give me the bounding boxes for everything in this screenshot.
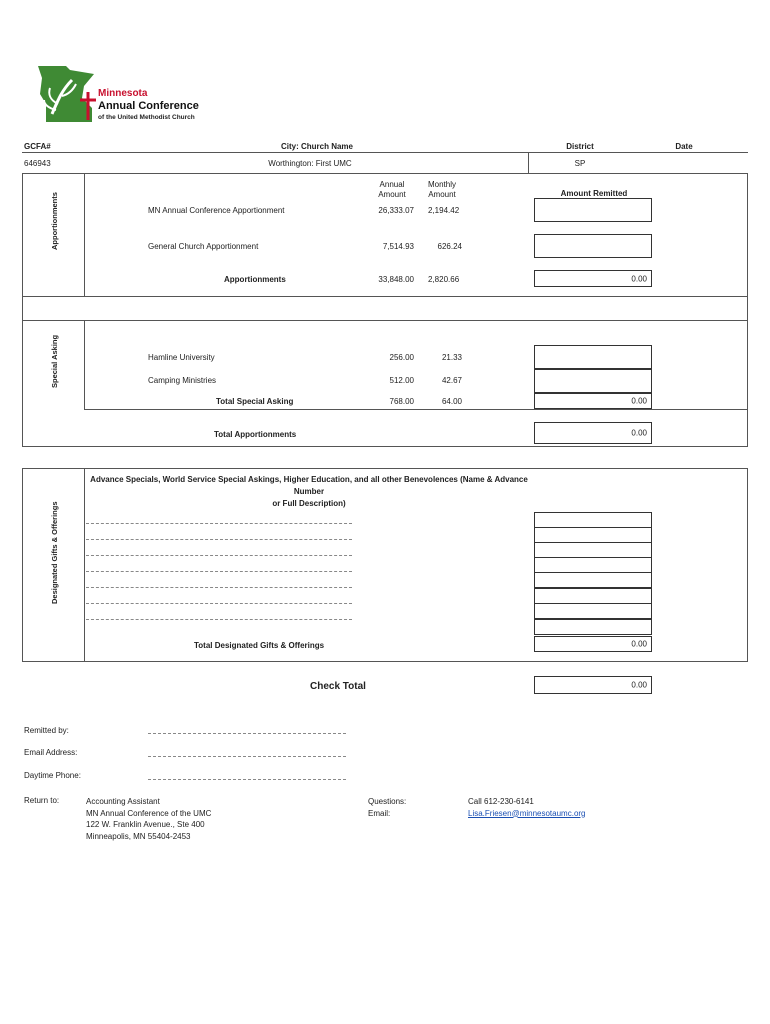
remitted-by-label: Remitted by: <box>24 726 69 735</box>
amount-remitted-header: Amount Remitted <box>560 189 628 198</box>
special-total-box: 0.00 <box>534 393 652 409</box>
apportionments-side-label: Apportionments <box>50 192 59 250</box>
remitted-input-hamline[interactable] <box>534 345 652 369</box>
special-total-label: Total Special Asking <box>216 397 294 406</box>
apportionment-row-label: General Church Apportionment <box>148 242 259 251</box>
email-link[interactable]: Lisa.Friesen@minnesotaumc.org <box>468 808 586 818</box>
district-label: District <box>566 142 594 151</box>
district-value: SP <box>574 159 586 168</box>
check-total-label: Check Total <box>310 681 366 692</box>
special-row-monthly: 42.67 <box>441 376 462 385</box>
contact-info <box>468 796 586 819</box>
designated-input-8[interactable] <box>534 619 652 635</box>
remitted-input-general[interactable] <box>534 234 652 258</box>
email-address-line[interactable] <box>148 756 346 757</box>
apportionment-row-monthly: 2,194.42 <box>428 206 460 215</box>
apportionments-total-monthly: 2,820.66 <box>428 275 460 284</box>
special-row-monthly: 21.33 <box>441 353 462 362</box>
phone-number: Call 612-230-6141 <box>468 797 534 806</box>
church-label: City: Church Name <box>280 142 353 151</box>
return-to-label: Return to: <box>24 796 60 805</box>
return-address: Accounting Assistant MN Annual Conference of the UMC 122 W. Franklin Avenue., Ste 400 Minneapolis, MN 55404-2453 <box>86 797 212 841</box>
date-label: Date <box>675 142 693 151</box>
special-row-label: Camping Ministries <box>148 376 217 385</box>
email-address-label: Email Address: <box>24 748 78 757</box>
designated-input-4[interactable] <box>534 557 652 573</box>
remitted-by-line[interactable] <box>148 733 346 734</box>
remitted-input-conference[interactable] <box>534 198 652 222</box>
special-row-annual: 256.00 <box>389 353 414 362</box>
total-apportionments-label: Total Apportionments <box>214 430 297 439</box>
check-total-box: 0.00 <box>534 676 652 694</box>
apportionment-row-monthly: 626.24 <box>437 242 462 251</box>
apportionment-row-annual: 7,514.93 <box>382 242 414 251</box>
remitted-input-camping[interactable] <box>534 369 652 393</box>
questions-label: Questions: Email: <box>368 797 407 818</box>
total-apportionments-box: 0.00 <box>534 422 652 444</box>
designated-input-3[interactable] <box>534 542 652 558</box>
designated-input-6[interactable] <box>534 588 652 604</box>
special-total-monthly: 64.00 <box>441 397 462 406</box>
daytime-phone-line[interactable] <box>148 779 346 780</box>
apportionments-total-box: 0.00 <box>534 270 652 287</box>
apportionment-row-label: MN Annual Conference Apportionment <box>148 206 285 215</box>
gcfa-label: GCFA# <box>24 142 51 151</box>
minnesota-map-icon <box>32 64 102 126</box>
apportionment-row-annual: 26,333.07 <box>378 206 414 215</box>
apportionments-total-label: Apportionments <box>224 275 286 284</box>
logo-line-3: of the United Methodist Church <box>98 114 195 121</box>
conference-logo <box>28 62 228 128</box>
designated-input-5[interactable] <box>534 572 652 588</box>
monthly-header: Monthly Amount <box>427 180 456 199</box>
designated-input-7[interactable] <box>534 603 652 619</box>
special-total-annual: 768.00 <box>389 397 414 406</box>
logo-line-1: Minnesota <box>98 88 148 99</box>
designated-heading: Advance Specials, World Service Special Askings, Higher Education, and all other Benevolences (Name & Advance Number or Full Description) <box>90 475 528 508</box>
daytime-phone-label: Daytime Phone: <box>24 771 81 780</box>
special-row-label: Hamline University <box>148 353 215 362</box>
annual-header: Annual Amount <box>378 180 406 199</box>
apportionments-total-annual: 33,848.00 <box>378 275 414 284</box>
designated-total-box: 0.00 <box>534 636 652 652</box>
special-asking-side-label: Special Asking <box>50 334 59 388</box>
special-row-annual: 512.00 <box>389 376 414 385</box>
gcfa-value: 646943 <box>24 159 51 168</box>
designated-total-label: Total Designated Gifts & Offerings <box>194 641 325 650</box>
designated-input-1[interactable] <box>534 512 652 528</box>
designated-side-label: Designated Gifts & Offerings <box>50 501 59 604</box>
logo-line-2: Annual Conference <box>98 100 199 112</box>
designated-input-2[interactable] <box>534 527 652 543</box>
church-value: Worthington: First UMC <box>268 159 352 168</box>
